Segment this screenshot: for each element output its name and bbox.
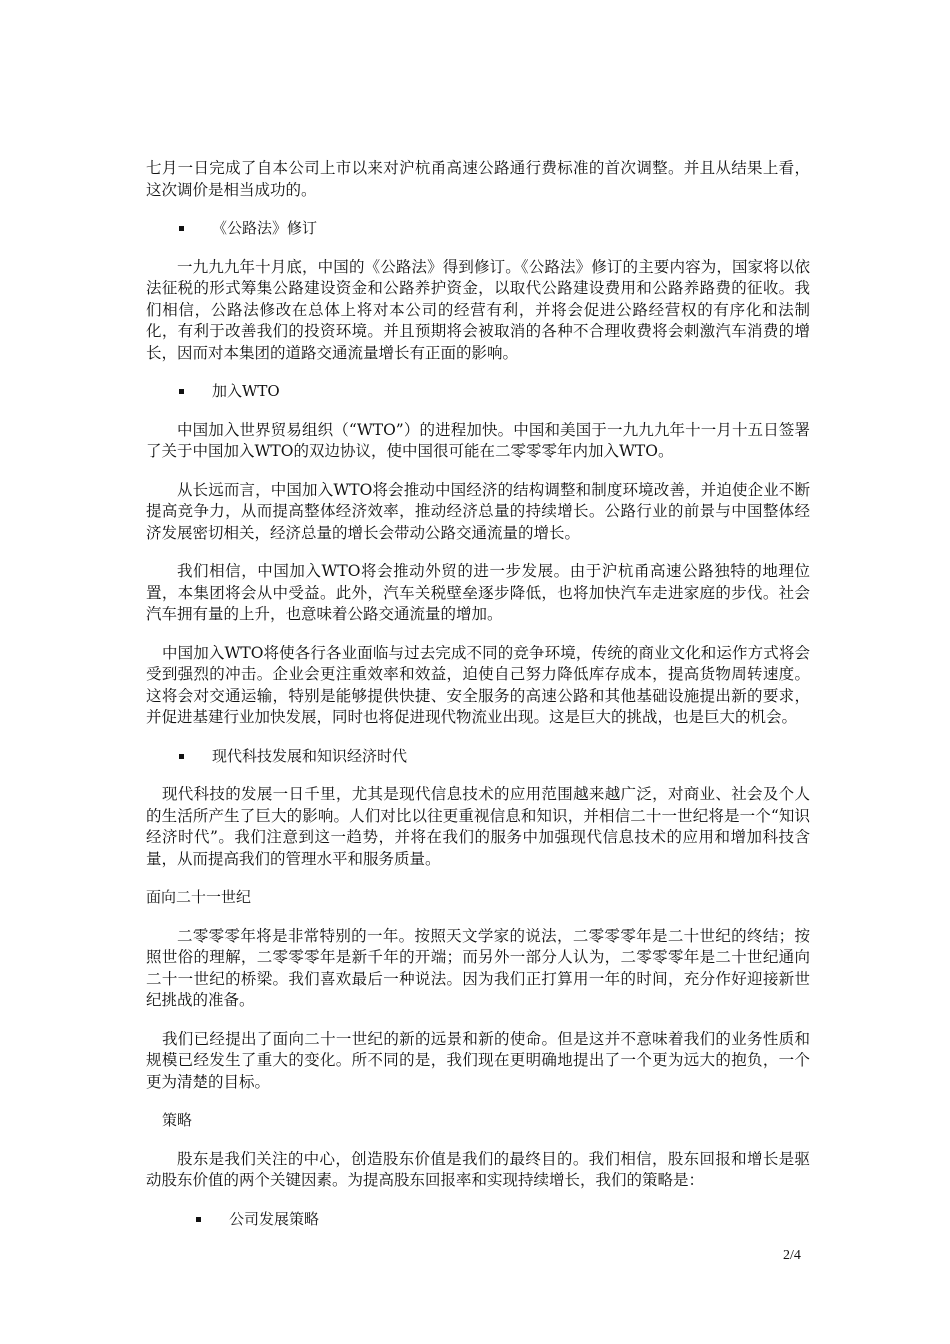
square-bullet-icon xyxy=(179,754,184,759)
paragraph-vision-mission: 我们已经提出了面向二十一世纪的新的远景和新的使命。但是这并不意味着我们的业务性质和规模已经发生了重大的变化。所不同的是，我们现在更明确地提出了一个更为远大的抱负，一个更为清楚的目标。 xyxy=(146,1029,810,1091)
bullet-item-dev-strategy xyxy=(146,1209,810,1231)
bullet-label: 现代科技发展和知识经济时代 xyxy=(212,746,408,765)
bullet-label: 公司发展策略 xyxy=(229,1209,320,1228)
paragraph-wto-progress: 中国加入世界贸易组织（“WTO”）的进程加快。中国和美国于一九九九年十一月十五日签署了关于中国加入WTO的双边协议，使中国很可能在二零零零年内加入WTO。 xyxy=(146,420,810,460)
bullet-item-join-wto xyxy=(146,381,810,403)
bullet-label: 加入WTO xyxy=(212,382,280,400)
square-bullet-icon xyxy=(179,226,184,231)
bullet-label: 《公路法》修订 xyxy=(212,219,318,237)
paragraph-year-2000: 二零零零年将是非常特别的一年。按照天文学家的说法，二零零零年是二十世纪的终结；按照世俗的理解，二零零零年是新千年的开端；而另外一部分人认为，二零零零年是二十世纪通向二十一世纪的桥梁。我们喜欢最后一种说法。因为我们正打算用一年的时间，充分作好迎接新世纪挑战的准备。 xyxy=(146,926,810,1009)
paragraph-tech-development: 现代科技的发展一日千里，尤其是现代信息技术的应用范围越来越广泛，对商业、社会及个人的生活所产生了巨大的影响。人们对比以往更重视信息和知识，并相信二十一世纪将是一个“知识经济时代”。我们注意到这一趋势，并将在我们的服务中加强现代信息技术的应用和增加科技含量，从而提高我们的管理水平和服务质量。 xyxy=(146,785,810,868)
paragraph-highway-law: 一九九九年十月底，中国的《公路法》得到修订。《公路法》修订的主要内容为，国家将以依法征税的形式筹集公路建设资金和公路养护资金，以取代公路建设费用和公路养路费的征收。我们相信，公路法修改在总体上将对本公司的经营有利，并将会促进公路经营权的有序化和法制化，有利于改善我们的投资环境。并且预期将会被取消的各种不合理收费将会刺激汽车消费的增长，因而对本集团的道路交通流量增长有正面的影响。 xyxy=(146,257,810,362)
paragraph-wto-trade: 我们相信，中国加入WTO将会推动外贸的进一步发展。由于沪杭甬高速公路独特的地理位置，本集团将会从中受益。此外，汽车关税壁垒逐步降低，也将加快汽车走进家庭的步伐。社会汽车拥有量的上升，也意味着公路交通流量的增加。 xyxy=(146,562,810,623)
paragraph-wto-competition: 中国加入WTO将使各行各业面临与过去完成不同的竞争环境，传统的商业文化和运作方式将会受到强烈的冲击。企业会更注重效率和效益，迫使自己努力降低库存成本，提高货物周转速度。这将会对交通运输，特别是能够提供快捷、安全服务的高速公路和其他基础设施提出新的要求，并促进基建行业加快发展，同时也将促进现代物流业出现。这是巨大的挑战，也是巨大的机会。 xyxy=(146,643,810,726)
paragraph-shareholder-value: 股东是我们关注的中心，创造股东价值是我们的最终目的。我们相信，股东回报和增长是驱动股东价值的两个关键因素。为提高股东回报率和实现持续增长，我们的策略是： xyxy=(146,1149,810,1189)
bullet-item-tech-knowledge xyxy=(146,746,810,768)
square-bullet-icon xyxy=(179,389,184,394)
square-bullet-icon xyxy=(196,1217,201,1222)
section-heading-strategy: 策略 xyxy=(162,1111,193,1129)
page-number: 2/4 xyxy=(783,1248,801,1263)
paragraph-toll-adjustment: 七月一日完成了自本公司上市以来对沪杭甬高速公路通行费标准的首次调整。并且从结果上看，这次调价是相当成功的。 xyxy=(146,159,810,199)
paragraph-wto-long-term: 从长远而言，中国加入WTO将会推动中国经济的结构调整和制度环境改善，并迫使企业不断提高竞争力，从而提高整体经济效率，推动经济总量的持续增长。公路行业的前景与中国整体经济发展密切相关，经济总量的增长会带动公路交通流量的增长。 xyxy=(146,480,810,542)
document-body xyxy=(146,158,810,1247)
section-heading-century: 面向二十一世纪 xyxy=(146,888,252,906)
bullet-item-highway-law xyxy=(146,218,810,240)
